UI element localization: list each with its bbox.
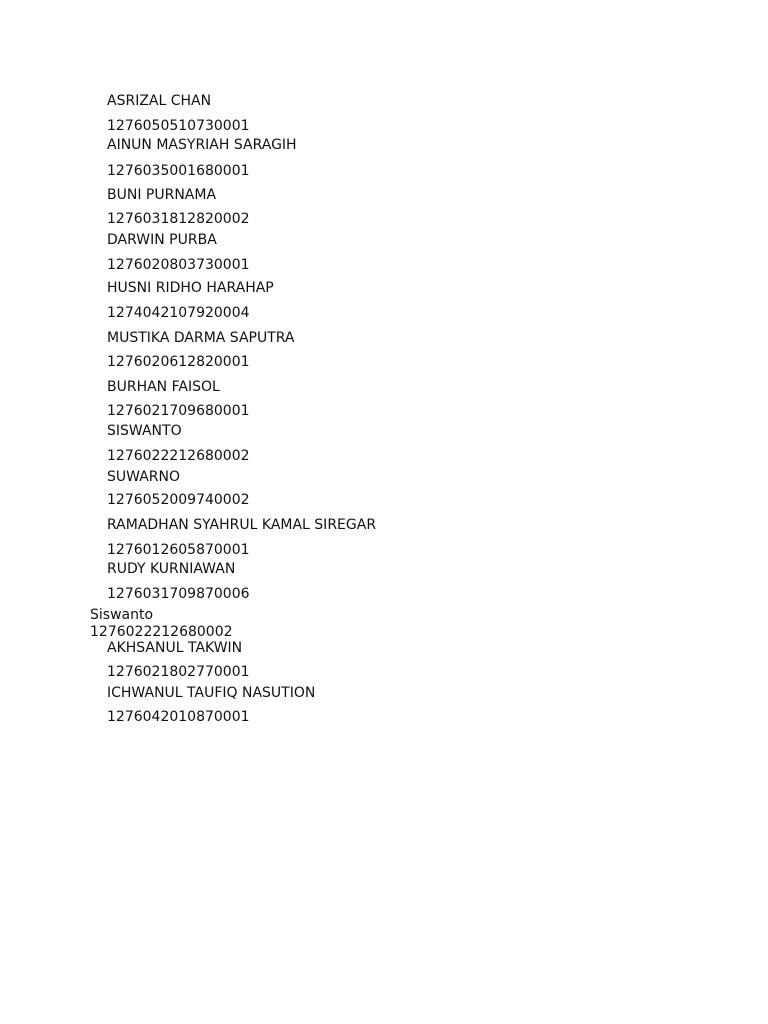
entry-nik: 1276021709680001 [107, 403, 250, 419]
entry-nik: 1276031812820002 [107, 211, 250, 227]
entry-name: MUSTIKA DARMA SAPUTRA [107, 330, 295, 346]
entry-name: ASRIZAL CHAN [107, 93, 212, 109]
entry-nik: 1276022212680002 [107, 448, 250, 464]
entry-name: SISWANTO [107, 423, 182, 439]
entry-name: BURHAN FAISOL [107, 379, 220, 395]
entry-name: SUWARNO [107, 469, 181, 485]
entry-nik: 1276012605870001 [107, 542, 250, 558]
entry-name: ICHWANUL TAUFIQ NASUTION [107, 685, 316, 701]
entry-nik: 1276020803730001 [107, 257, 250, 273]
entry-nik: 1276022212680002 [90, 624, 233, 640]
entry-nik: 1276031709870006 [107, 586, 250, 602]
entry-name: BUNI PURNAMA [107, 187, 217, 203]
entry-nik: 1276050510730001 [107, 118, 250, 134]
entry-nik: 1276021802770001 [107, 664, 250, 680]
entry-nik: 1276020612820001 [107, 354, 250, 370]
entry-name: DARWIN PURBA [107, 232, 217, 248]
entry-nik: 1276052009740002 [107, 492, 250, 508]
entry-name: AKHSANUL TAKWIN [107, 640, 243, 656]
entry-name: HUSNI RIDHO HARAHAP [107, 280, 274, 296]
entry-name: RAMADHAN SYAHRUL KAMAL SIREGAR [107, 517, 377, 533]
entry-name: Siswanto [90, 607, 154, 623]
entry-name: AINUN MASYRIAH SARAGIH [107, 137, 297, 153]
entry-nik: 1276042010870001 [107, 709, 250, 725]
entry-nik: 1274042107920004 [107, 305, 250, 321]
entry-name: RUDY KURNIAWAN [107, 561, 236, 577]
entry-nik: 1276035001680001 [107, 163, 250, 179]
